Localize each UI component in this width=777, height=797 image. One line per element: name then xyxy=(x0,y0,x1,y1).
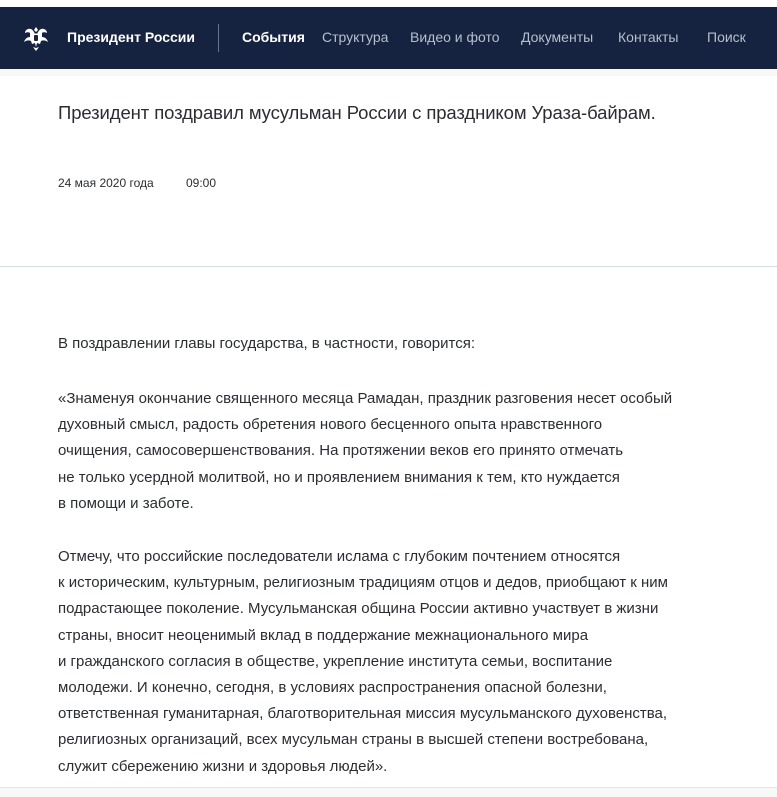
body-line: и гражданского согласия в обществе, укрепление института семьи, воспитание xyxy=(58,652,613,670)
nav-item-video-photo[interactable]: Видео и фото xyxy=(410,29,500,45)
nav-item-events[interactable]: События xyxy=(242,29,305,45)
nav-item-contacts[interactable]: Контакты xyxy=(618,29,679,45)
body-line: служит сбережению жизни и здоровья людей». xyxy=(58,757,388,775)
quote-line: очищения, самосовершенствования. На протяжении веков его принято отмечать xyxy=(58,442,624,460)
article-date: 24 мая 2020 года xyxy=(58,176,154,190)
quote-line: в помощи и заботе. xyxy=(58,494,194,512)
quote-paragraph xyxy=(58,386,777,517)
body-line: подрастающее поколение. Мусульманская община России активно участвует в жизни xyxy=(58,600,659,618)
body-line: к историческим, культурным, религиозным традициям отцов и дедов, приобщают к ним xyxy=(58,574,668,592)
double-headed-eagle-icon[interactable] xyxy=(21,23,51,53)
site-brand-title[interactable]: Президент России xyxy=(67,29,195,45)
quote-line: «Знаменуя окончание священного месяца Рамадан, праздник разговения несет особый xyxy=(58,390,673,407)
article-body xyxy=(0,267,777,787)
body-paragraph xyxy=(58,544,777,780)
intro-paragraph: В поздравлении главы государства, в частности, говорится: xyxy=(58,335,476,352)
article-title: Президент поздравил мусульман России с праздником Ураза-байрам. xyxy=(58,102,656,123)
body-line: религиозных организаций, всех мусульман страны в высшей степени востребована, xyxy=(58,731,649,749)
nav-item-documents[interactable]: Документы xyxy=(521,29,594,45)
body-line: ответственная гуманитарная, благотворительная миссия мусульманского духовенства, xyxy=(58,705,668,723)
nav-divider xyxy=(218,24,219,52)
top-navigation-bar xyxy=(0,0,777,69)
nav-item-search[interactable]: Поиск xyxy=(707,29,746,45)
nav-item-structure[interactable]: Структура xyxy=(322,29,389,45)
body-line: Отмечу, что российские последователи ислама с глубоким почтением относятся xyxy=(58,548,621,565)
article-header xyxy=(0,76,777,267)
article-time: 09:00 xyxy=(186,176,217,190)
body-line: молодежи. И конечно, сегодня, в условиях распространения опасной болезни, xyxy=(58,679,607,697)
body-line: страны, вносит неоценимый вклад в поддержание межнационального мира xyxy=(58,626,589,644)
bottom-divider xyxy=(0,787,777,788)
quote-line: духовный смысл, радость обретения нового бесценного опыта нравственного xyxy=(58,416,603,434)
quote-line: не только усердной молитвой, но и проявлением внимания к тем, кто нуждается xyxy=(58,468,620,486)
